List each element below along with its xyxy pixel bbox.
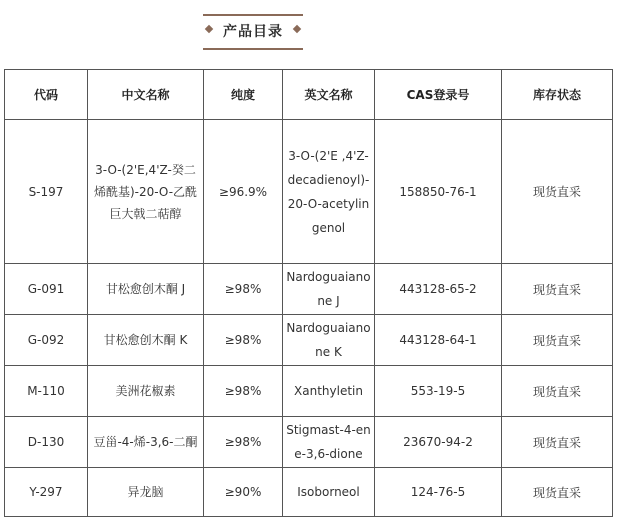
- table-row: [5, 120, 613, 264]
- cell-cn-name: 美洲花椒素: [88, 366, 204, 417]
- diamond-left-icon: [205, 25, 213, 33]
- col-header-code: 代码: [5, 70, 88, 120]
- table-header-row: [5, 70, 613, 120]
- cell-en-name: 3-O-(2'E ,4'Z-decadienoyl)-20-O-acetylingenol: [283, 120, 375, 264]
- cell-en-name: Xanthyletin: [283, 366, 375, 417]
- col-header-en-name: 英文名称: [283, 70, 375, 120]
- cell-en-name: Nardoguaianone K: [283, 315, 375, 366]
- cell-code: Y-297: [5, 468, 88, 517]
- table-row: [5, 366, 613, 417]
- product-catalog-table: [4, 69, 613, 517]
- cell-stock: 现货直采: [502, 417, 613, 468]
- cell-cas: 158850-76-1: [375, 120, 502, 264]
- table-row: [5, 264, 613, 315]
- cell-cn-name: 3-O-(2'E,4'Z-癸二烯酰基)-20-O-乙酰巨大戟二萜醇: [88, 120, 204, 264]
- cell-en-name: Nardoguaianone J: [283, 264, 375, 315]
- cell-cas: 553-19-5: [375, 366, 502, 417]
- cell-stock: 现货直采: [502, 315, 613, 366]
- cell-cn-name: 甘松愈创木酮 K: [88, 315, 204, 366]
- cell-purity: ≥98%: [204, 264, 283, 315]
- cell-code: M-110: [5, 366, 88, 417]
- cell-cas: 23670-94-2: [375, 417, 502, 468]
- table-row: [5, 315, 613, 366]
- col-header-cn-name: 中文名称: [88, 70, 204, 120]
- header-bottom-rule: [203, 48, 303, 50]
- header-top-rule: [203, 14, 303, 16]
- cell-cn-name: 甘松愈创木酮 J: [88, 264, 204, 315]
- cell-en-name: Isoborneol: [283, 468, 375, 517]
- cell-code: S-197: [5, 120, 88, 264]
- cell-cas: 443128-65-2: [375, 264, 502, 315]
- cell-purity: ≥98%: [204, 366, 283, 417]
- cell-code: G-092: [5, 315, 88, 366]
- cell-cn-name: 异龙脑: [88, 468, 204, 517]
- col-header-stock: 库存状态: [502, 70, 613, 120]
- cell-code: G-091: [5, 264, 88, 315]
- table-row: [5, 468, 613, 517]
- cell-purity: ≥90%: [204, 468, 283, 517]
- col-header-purity: 纯度: [204, 70, 283, 120]
- cell-en-name: Stigmast-4-ene-3,6-dione: [283, 417, 375, 468]
- cell-purity: ≥98%: [204, 417, 283, 468]
- cell-purity: ≥96.9%: [204, 120, 283, 264]
- col-header-cas: CAS登录号: [375, 70, 502, 120]
- cell-purity: ≥98%: [204, 315, 283, 366]
- diamond-right-icon: [293, 25, 301, 33]
- cell-stock: 现货直采: [502, 366, 613, 417]
- section-title: 产品目录: [223, 24, 283, 40]
- cell-cas: 124-76-5: [375, 468, 502, 517]
- cell-stock: 现货直采: [502, 468, 613, 517]
- cell-cas: 443128-64-1: [375, 315, 502, 366]
- section-header: [203, 12, 303, 46]
- cell-code: D-130: [5, 417, 88, 468]
- table-row: [5, 417, 613, 468]
- cell-stock: 现货直采: [502, 264, 613, 315]
- cell-stock: 现货直采: [502, 120, 613, 264]
- cell-cn-name: 豆甾-4-烯-3,6-二酮: [88, 417, 204, 468]
